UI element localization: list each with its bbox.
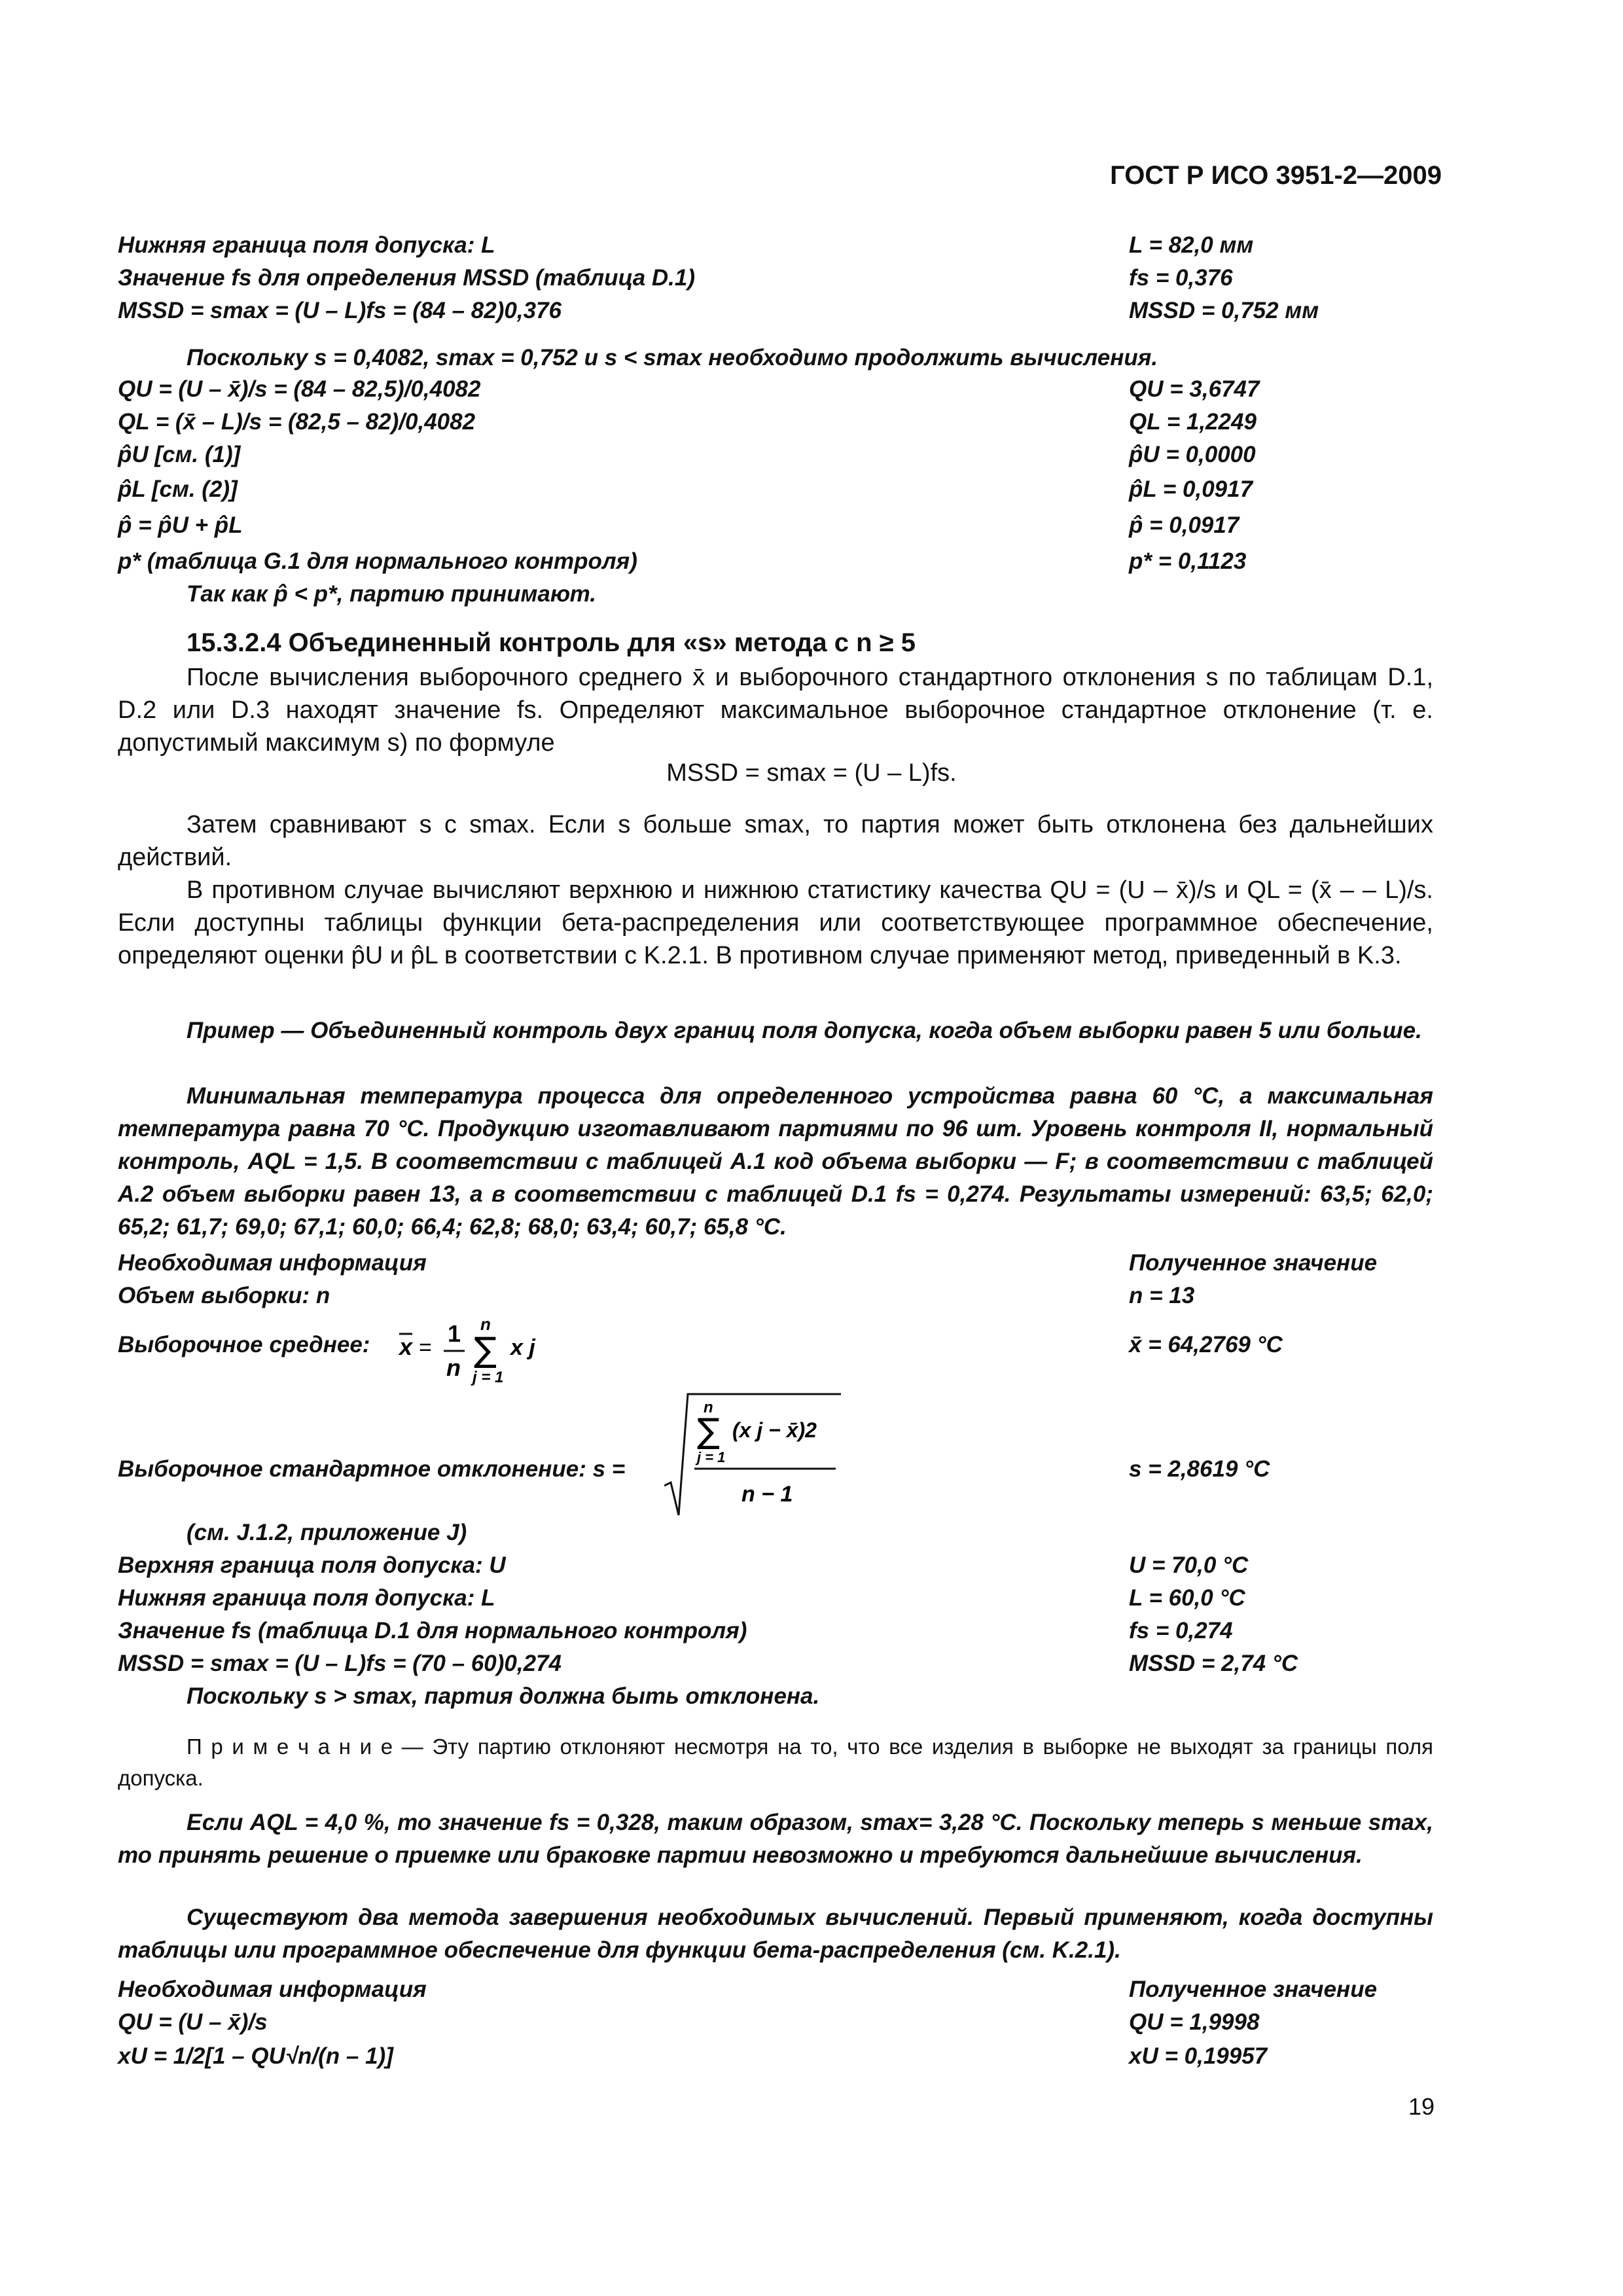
row-label: MSSD = smax = (U – L)fs = (70 – 60)0,274 xyxy=(118,1651,562,1676)
column-header-info: Необходимая информация xyxy=(118,1977,427,2002)
example-title-text: Пример — Объединенный контроль двух границ поля допуска, когда объем выборки равен 5 или больше. xyxy=(187,1018,1422,1043)
info-row xyxy=(118,409,1433,442)
mean-formula xyxy=(394,1308,551,1393)
info-row xyxy=(118,1585,1433,1618)
paragraph-text: В противном случае вычисляют верхнюю и нижнюю статистику качества QU = (U – x̄)/s и QL = (x̄ – – L)/s. Если доступны таблицы функции бета-распределения или соответствующее программное обеспечение, определяют оценки p̂U и p̂L в соответствии с K.2.1. В противном случае применяют метод, приведенный в K.3. xyxy=(118,876,1433,969)
info-row xyxy=(118,2009,1433,2042)
row-label: Верхняя граница поля допуска: U xyxy=(118,1552,506,1578)
info-row xyxy=(118,512,1433,545)
paragraph-text: Затем сравнивают s с smax. Если s больше smax, то партия может быть отклонена без дальнейших действий. xyxy=(118,811,1433,871)
row-value: p̂ = 0,0917 xyxy=(1129,512,1240,538)
row-value: p* = 0,1123 xyxy=(1129,548,1247,574)
row-value: n = 13 xyxy=(1129,1283,1195,1308)
sum-lower-limit: j = 1 xyxy=(473,1369,504,1386)
paragraph xyxy=(118,808,1433,874)
row-value: L = 60,0 °C xyxy=(1129,1585,1245,1611)
info-row xyxy=(118,1283,1433,1316)
section-heading: 15.3.2.4 Объединенный контроль для «s» метода с n ≥ 5 xyxy=(187,628,916,657)
row-label: QL = (x̄ – L)/s = (82,5 – 82)/0,4082 xyxy=(118,409,476,435)
sum-sign: ∑ xyxy=(697,1412,721,1451)
row-label: xU = 1/2[1 – QU√n/(n – 1)] xyxy=(118,2043,393,2069)
info-row xyxy=(118,232,1433,265)
row-label: p* (таблица G.1 для нормального контроля) xyxy=(118,548,637,574)
page-number: 19 xyxy=(1408,2093,1435,2120)
row-value: xU = 0,19957 xyxy=(1129,2043,1268,2069)
note-paragraph xyxy=(118,1731,1433,1794)
row-label: Значение fs (таблица D.1 для нормального контроля) xyxy=(118,1618,747,1643)
row-value: QL = 1,2249 xyxy=(1129,409,1257,435)
sum-lower-limit: j = 1 xyxy=(697,1449,726,1465)
sum-upper-limit: n xyxy=(704,1399,713,1416)
reject-line: Поскольку s > smax, партия должна быть отклонена. xyxy=(187,1683,820,1709)
fraction-numerator: 1 xyxy=(448,1320,461,1347)
row-value: QU = 3,6747 xyxy=(1129,376,1260,402)
row-label: p̂ = p̂U + p̂L xyxy=(118,512,243,538)
methods-paragraph xyxy=(118,1901,1433,1967)
row-label: p̂U [см. (1)] xyxy=(118,442,241,467)
accept-line: Так как p̂ < p*, партию принимают. xyxy=(187,581,597,607)
row-value: QU = 1,9998 xyxy=(1129,2009,1260,2035)
row-label: Нижняя граница поля допуска: L xyxy=(118,1585,495,1611)
row-label: Выборочное среднее: xyxy=(118,1332,370,1357)
row-value: x̄ = 64,2769 °C xyxy=(1129,1332,1283,1357)
paragraph xyxy=(118,661,1433,759)
info-row xyxy=(118,376,1433,409)
equals-sign: = xyxy=(419,1335,432,1360)
since-line: Поскольку s = 0,4082, smax = 0,752 и s < smax необходимо продолжить вычисления. xyxy=(187,345,1158,370)
info-row xyxy=(118,548,1433,581)
info-row xyxy=(118,1651,1433,1683)
sum-sign: ∑ xyxy=(474,1331,497,1370)
x-bar-symbol: x xyxy=(399,1333,413,1360)
fraction-denominator: n − 1 xyxy=(741,1482,793,1507)
row-value: p̂U = 0,0000 xyxy=(1129,442,1256,467)
row-value: L = 82,0 мм xyxy=(1129,232,1254,258)
table-header xyxy=(118,1250,1433,1283)
row-label: Объем выборки: n xyxy=(118,1283,330,1308)
info-row xyxy=(118,476,1433,509)
paragraph xyxy=(118,874,1433,972)
fraction-denominator: n xyxy=(446,1354,461,1381)
row-label: Нижняя граница поля допуска: L xyxy=(118,232,495,258)
row-label: QU = (U – x̄)/s xyxy=(118,2009,268,2035)
aql-text: Если AQL = 4,0 %, то значение fs = 0,328, таким образом, smax= 3,28 °C. Поскольку теперь s меньше smax, то принять решение о приемке или браковке партии невозможно и требуются дальнейшие вычисления. xyxy=(118,1810,1433,1868)
mean-row xyxy=(118,1332,1433,1365)
info-row xyxy=(118,442,1433,475)
sd-formula xyxy=(664,1388,847,1518)
note-label: П р и м е ч а н и е xyxy=(187,1734,393,1759)
reference-note: (см. J.1.2, приложение J) xyxy=(187,1520,467,1545)
column-header-info: Необходимая информация xyxy=(118,1250,427,1276)
info-row xyxy=(118,2043,1433,2076)
column-header-value: Полученное значение xyxy=(1129,1977,1378,2002)
row-value: fs = 0,274 xyxy=(1129,1618,1233,1643)
note-text: — Эту партию отклоняют несмотря на то, что все изделия в выборке не выходят за границы поля допуска. xyxy=(118,1734,1433,1790)
row-value: s = 2,8619 °C xyxy=(1129,1456,1270,1482)
row-value: fs = 0,376 xyxy=(1129,265,1233,291)
row-value: U = 70,0 °C xyxy=(1129,1552,1249,1578)
row-label: p̂L [см. (2)] xyxy=(118,476,238,502)
row-label: QU = (U – x̄)/s = (84 – 82,5)/0,4082 xyxy=(118,376,481,402)
row-value: MSSD = 0,752 мм xyxy=(1129,298,1319,323)
document-code-header: ГОСТ Р ИСО 3951-2—2009 xyxy=(1110,161,1442,190)
sum-upper-limit: n xyxy=(480,1314,491,1334)
paragraph-text: После вычисления выборочного среднего x̄ и выборочного стандартного отклонения s по таблицам D.1, D.2 или D.3 находят значение fs. Определяют максимальное выборочное стандартное отклонение (т. е. допустимый максимум s) по формуле xyxy=(118,664,1433,757)
row-label: Выборочное стандартное отклонение: s = xyxy=(118,1456,626,1482)
row-value: MSSD = 2,74 °C xyxy=(1129,1651,1298,1676)
methods-text: Существуют два метода завершения необходимых вычислений. Первый применяют, когда доступны таблицы или программное обеспечение для функции бета-распределения (см. K.2.1). xyxy=(118,1905,1433,1963)
row-value: p̂L = 0,0917 xyxy=(1129,476,1253,502)
example-body-text: Минимальная температура процесса для определенного устройства равна 60 °C, а максимальная температура равна 70 °C. Продукцию изготавливают партиями по 96 шт. Уровень контроля II, нормальный контроль, AQL = 1,5. В соответствии с таблицей A.1 код объема выборки — F; в соответствии с таблицей A.2 объем выборки равен 13, а в соответствии с таблицей D.1 fs = 0,274. Результаты измерений: 63,5; 62,0; 65,2; 61,7; 69,0; 67,1; 60,0; 66,4; 62,8; 68,0; 63,4; 60,7; 65,8 °C. xyxy=(118,1083,1433,1240)
summand: x j xyxy=(510,1335,535,1360)
info-row xyxy=(118,1618,1433,1651)
info-row xyxy=(118,298,1433,331)
info-row xyxy=(118,1552,1433,1585)
table-header xyxy=(118,1977,1433,2009)
example-text xyxy=(118,1080,1433,1244)
column-header-value: Полученное значение xyxy=(1129,1250,1378,1276)
example-title xyxy=(118,1014,1433,1047)
squared-deviation: (x j − x̄)2 xyxy=(732,1418,817,1442)
mssd-formula: MSSD = smax = (U – L)fs. xyxy=(666,759,957,787)
row-label: MSSD = smax = (U – L)fs = (84 – 82)0,376 xyxy=(118,298,562,323)
info-row xyxy=(118,265,1433,298)
row-label: Значение fs для определения MSSD (таблица D.1) xyxy=(118,265,696,291)
aql-paragraph xyxy=(118,1806,1433,1872)
